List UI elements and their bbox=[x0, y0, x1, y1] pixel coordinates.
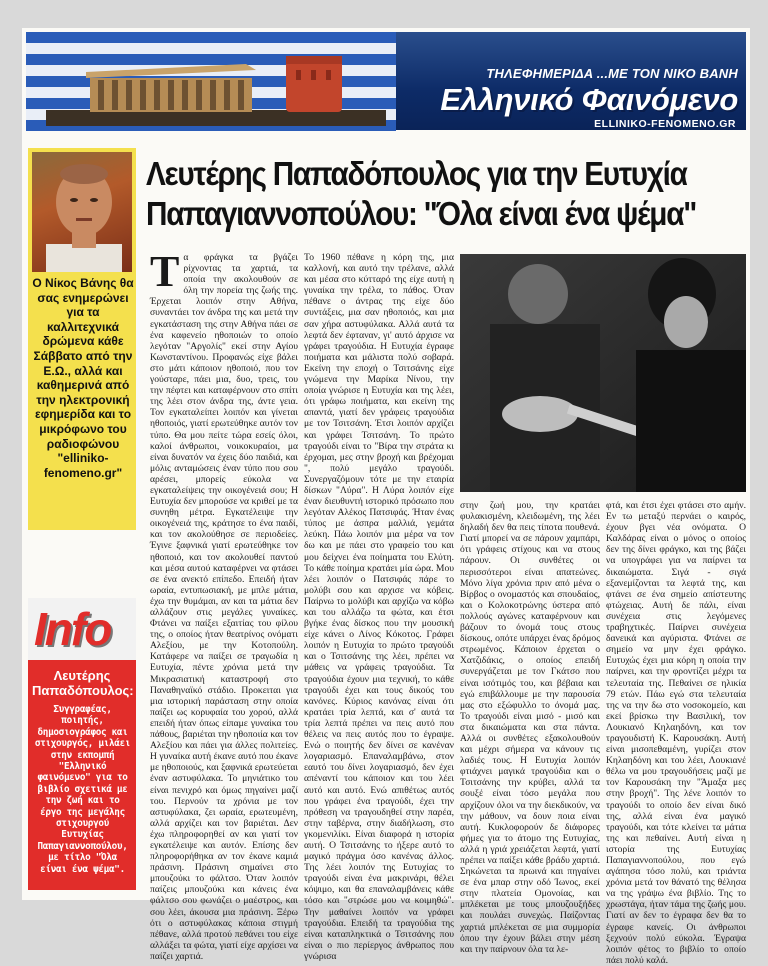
article-headline bbox=[146, 154, 697, 234]
article-column-1 bbox=[150, 247, 298, 962]
columnist-photo bbox=[32, 152, 132, 272]
masthead-banner bbox=[26, 32, 746, 130]
info-logo bbox=[28, 598, 136, 660]
info-panel bbox=[28, 598, 136, 890]
masthead-title: Ελληνικό Φαινόμενο bbox=[440, 82, 738, 117]
column-2-text: Το 1960 πέθανε η κόρη της, μια καλλονή, και αυτό την τρέλανε, αλλά και μέσα στο κύτταρό της είχε αυτή η γυναίκα την τρέλα, το πάθος. Όταν πέθανε ο άντρας της είχε δύο συντάξεις, μια σαν ηθοποιός, και μια σαν χήρα αστυφύλακα. Αλλά αυτά τα λεφτά δεν έφταναν, γι' αυτό άρχισε να γράφει τραγούδια. Η Ευτυχία έγραφε ποιήματα και μάλιστα πολύ σοβαρά. Εκείνη την εποχή ο Τσιτσάνης είχε γνώμενα την Μαρίκα Νίνου, την οποία γνώρισε η Ευτυχία και της λέει, ότι γράφω ποιήματα, και εκείνη της απαντά, γιατί δεν γράφεις τραγούδια με τον Τσιτσάνη. Έτσι λοιπόν αρχίζει και γράφει Τσιτσάνη. Το πρώτο τραγούδι είναι το "Βίρα την στράτα κι έρχομαι, μες στην βροχή και βρέχομαι ", πολύ μεγάλο τραγούδι. Συνεργαζόμουν τότε με την εταιρία δίσκων "Λύρα". Η Λύρα λοιπόν είχε έναν διευθυντή ιστορικό πρόσωπο που λεγόταν Αλέκος Πατσιφάς. Ήταν ένας τύπος με άσπρα μαλλιά, γεμάτα λεύκη. Πάω λοιπόν μια μέρα να τον δω και με πάει στο γραφείο του και μου δείχνει ένα ποίηματα του Ελύτη. Το κάθε ποίημα κρατάει μία ώρα. Μου λέει λοιπόν ο Πατσιφάς πάρε το μολύβι σου και αρχισε να κόβεις. Παίρνω το μολύβι και αρχίζω να κόβω και του αλλάζω τα φώτα, και έτσι βγήκε ένας δίσκος που την μουσική είχε κάνει ο Λίνος Κόκοτος. Γράφει λοιπόν η Ευτυχία το πρώτο τραγούδι και ο Τσιτσάνης της λέει, πρέπει να μάθεις να γράφεις τραγούδια. Τα τραγούδια έχουν μια τεχνική, το κάθε τραγούδι έχει και τους δικούς του κανόνες. Κύριος κανόνας είναι ότι κρατάει τρία λεπτά, και σ' αυτά τα τρία λεπτά πρέπει να πεις αυτό που θέλεις να πεις αυτός που το έγραψε. Ενώ ο ποιητής δεν δίνει σε κανέναν λογαριασμό. Επαναλαμβάνω, στον εαυτό του δίνει λογαριασμό, δεν έχει απέναντί του κάποιον και του λέει αυτό και αυτό. Ενώ απιθέτως αυτός που γράφει ένα τραγούδι, έχει την πρόθεση να τραγουδηθεί στην παρέα, στην ταβέρνα, στην διαδήλωση, στο γκομενιλίκι. Είναι διαφορά η ιστορία αυτή. Ο Τσιτσάνης το ήξερε αυτό το μαγικό πράγμα όσο κανένας άλλος. Της λέει λοιπόν της Ευτυχίας το τραγούδι είναι ένα μακρινάρι, θέλει κόψιμο, και θα επαναλαμβάνεις κάθε τόσο και "στρώσε μου να κοιμηθώ". Την μαθαίνει λοιπόν να γράφει τραγούδια. Επειδή τα τραγούδια της είναι καταπληκτικά ο Τσιτσάνης που είναι ο πιο περίεργος άνθρωπος που γνώρισα bbox=[304, 252, 454, 962]
headline-line-2: Παπαγιαννοπούλου: "Όλα είναι ένα ψέμα" bbox=[146, 195, 697, 232]
article-column-4 bbox=[606, 500, 746, 966]
acropolis-illustration bbox=[46, 50, 386, 126]
columnist-panel bbox=[28, 148, 136, 530]
drop-cap: Τ bbox=[150, 247, 180, 296]
info-title: Λευτέρης Παπαδόπουλος: bbox=[32, 668, 134, 698]
column-3-text: στην ζωή μου, την κρατάει φυλακισμένη, κλειδωμένη, της λέει δηλαδή δεν θα πεις τίποτα πουθενά. Γιατί μπορεί να σε πάρουν χαμπάρι, ότι γράφεις στίχους και να στους πάρουν. Οι συνθέτες οι περισσότεροι είναι απατεώνες. Μόνο λίγα χρόνια πριν από μένα ο Βίρβος ο ονομαστός και σπουδαίος, και ο Κολοκοτρώνης ύστερα από πολλούς αγώνες καταφέρνουν και βάζουν το όνομά τους στους δίσκους, οπότε υπάρχει ένας δρόμος στρωμένος. Κάποιον έρχεται ο Χατζιδάκις, ο οποίος επειδή συνεργάζεται με τον Γκάτσο που είναι ισότιμός του, και βέβαια και εγώ επιβάλλουμε με την παρουσία μας στο εξώφυλλο το όνομά μας. Το τραγούδι είναι μισό - μισό και στα δικαιώματα και στα πάντα. Αλλά οι συνθέτες εξακολουθούν και μέχρι σήμερα να κάνουν τις λαδιές τους. Η Ευτυχία λοιπόν φτιάχνει μαγικά τραγούδια και ο Τσιτσάνης την κρύβει, αλλά τα σουξέ είναι τόσο μεγάλα που αρχίζουν όλοι να την διεκδικούν, να την μάθουν, να δουν ποια είναι αυτή. Κυκλοφορούν δε διάφορες φήμες για το άτομο της Ευτυχίας, αλλά η γριά χρειάζεται λεφτά, γιατί πρέπει να παίξει κάθε βράδυ χαρτιά. Σηκώνεται τα πρωινά και πηγαίνει σε ένα μπαρ στην οδό Ίωνος, εκεί στην πλατεία Ομονοίας, και μπλέκεται με τους μπουζουξήδες και πουλάει συνεχώς. Παίζοντας χαρτιά μπλέκεται σε μια συμμορία όπου την έχουν βάλει στην μέση και την παίρνουν όλα τα λε- bbox=[460, 500, 600, 955]
column-4-text: φτά, και έτσι έχει φτάσει στο αμήν. Εν τω μεταξύ περνάει ο καιρός, έχουν βγει νέα ονόματα. Ο Καλδάρας είναι ο μόνος ο οποίος δεν της δίνει φράγκο, και της βάζει να υπογράφει για να παίρνει τα δικαιώματα. Σιγά - σιγά εξανεμίζονται τα λεφτά της, και φτάνει σε ένα σημείο απίστευτης φτώχειας. Αυτή δε πάλι, είναι συνέχεια στις λεγόμενες τραβηχτικές. Παίρνει συνέχεια δανεικά και αγύριστα. Φτάνει σε σημείο να μην έχει φράγκο. Ευτυχώς έχει μια κόρη η οποία την παίρνει, και την φροντίζει μέχρι τα τελευταία της. Πεθαίνει σε ηλικία 79 ετών. Πάω εγώ στα τελευταία της να την δω στο νοσοκομείο, και εκεί βρίσκω την Βασιλική, τον Λουκιανό Κηλαηδόνη, και τον τραγουδιστή Κ. Καρουσάκη. Αυτή είναι μισοπεθαμένη, γυρίζει στον Κηλαηδόνη και του λέει, Λουκιανέ θέλω να μου τραγουδήσεις μαζί με τον Καρουσάκη την "Άμαξα μες στην βροχή". Της λένε λοιπόν το τραγούδι το οποίο δεν είναι δικό της, αλλά είναι ένα μαγικό τραγούδι, και τότε κλείνει τα μάτια της και πεθαίνει. Αυτή είναι η ιστορία της Ευτυχίας Παπαγιαννοπούλου, που εγώ αγάπησα τόσο πολύ, και τριάντα χρόνια μετά τον θάνατό της θέλησα να της γράψω ένα βιβλίο. Της το χρωστάγα, ήταν τάμα της ζωής μου. Γιατί αν δεν το έγραφα δεν θα το έγραφε κανείς. Οι άνθρωποι ξεχνούν πολύ εύκολα. Έγραψα λοιπόν φέτος το βιβλίο το οποίο πάει πολύ καλά. bbox=[606, 500, 746, 966]
info-body: Συγγραφέας, ποιητής, δημοσιογράφος και στιχουργός, μιλάει στην εκπομπή "Ελληνικό φαινόμενο" για το βιβλίο σχετικά με την ζωή και το έργο της μεγάλης στιχουργού Ευτυχίας Παπαγιαννοπούλου, με τίτλο "Όλα είναι ένα ψέμα". bbox=[34, 704, 131, 875]
newspaper-page bbox=[22, 28, 750, 966]
column-1-text: α φράγκα τα βγάζει ρίχνοντας τα χαρτιά, τα οποία την ακολουθούν σε όλη την πορεία της ζωής της. Έρχεται λοιπόν στην Αθήνα, συναντάει τον άνδρα της και μετά την εγκατάσταση της στην Αθήνα πάει σε ένα καφενείο ηθοποιών το οποίο λεγόταν "Αργολίς" εκεί στην Αγίου Κωνσταντίνου. Προφανώς είχε βάλει στο μάτι κάποιον ηθοποιό, που τον γούσταρε, πάει μια, δυο, τρεις, του την πέφτει και καταφέρνουν στο σπίτι της λέει στον άνδρα της, άντε γεια. Τον εγκαταλείπει λοιπόν και γίνεται ηθοποιός, γιατί ερωτεύθηκε αυτόν τον τύπο. Θα μου πείτε τώρα εσείς όλοι, καλοί άνθρωποι, νοικοκυραίοι, μα είναι δυνατόν να έχεις δύο παιδιά, και μόλις ανταμώσεις έναν τύπο που σου αρέσει, μπορείς εύκολα να εγκαταλείψεις την οικογένειά σου; Η Ευτυχία δεν μπορούσε να κριθεί με τα συνηθη μέτρα. Εγκατέλειψε την οικογένειά της, κράτησε το ένα παιδί, και τον ακολούθησε σε περιοδείες. Έγινε ξαφνικά γιατί ερωτεύθηκε τον ηθοποιό, και τον ακολουθεί παντού και μέσα αυτού καταφέρνει να φτάσει σε ένα ανεκτό επίπεδο. Επειδή ήταν ωραία, εντυπωσιακή, με μπλε μάτια, έχω την θυμάμαι, αν και τα μάτια δεν αλλάζουν στις μεγάλες γυναίκες. Φτάνει να παίξει εξαιτίας του φίλου της, ο οποίος ήταν θεατρίνος ονόματι Αλεξίου, με την Κοτοπούλη. Κατάφερε να παίξει σε τραγωδία η Ευτυχία, πέντε χρόνια μετά την Μικρασιατική καταστροφή στο Παναθηναϊκό στάδιο. Προκειται για μια ιστορική παράσταση στην οποία παίζει ως κορυφαία του χορού, αλλά επειδή ήταν όπως είπαμε γυναίκα του πάθους, βαριέται την ηθοποιία και τον Αλεξίου και πάει για άλλες πολιτείες. Η γυναίκα αυτή έκανε αυτό που έκανε με ηθοποιούς, και ξαφνικά ερωτεύεται έναν αστυφύλακα. Το μηνιάτικο του είναι πενιχρό και όμως πηγαίνει μαζί του. Περνούν τα χρόνια με τον αστυφύλακα, ζει ωραία, ερωτευμένη, αλλά αρχίζει και τον βαριέται. Δεν έχω πληροφορηθεί αν και γιατί τον εγκατέλειψε και αυτόν. Επίσης δεν πληροφορήθηκα αν τον έκανε καμιά πράσινη. Πράσινη σημαίνει στο μπουζούκι το φάλτσο. Όταν λοιπόν παίζεις μπουζούκι και κάνεις ένα φάλτσο σου φωνάζει ο μαέστρος, και σου λέει, άκουσα μια πράσινη. Ξέρω ότι ο αστυφύλακας κάποια στιγμή πέθανε, αλλά προτού πεθάνει του είχε αλλάξει τα φώτα, γιατί είχε αρχίσει να παίζει χαρτιά. bbox=[150, 252, 298, 962]
tagline: ΤΗΛΕΦΗΜΕΡΙΔΑ ...ΜΕ ΤΟΝ ΝΙΚΟ ΒΑΝΗ bbox=[486, 66, 738, 81]
article-column-2 bbox=[304, 252, 454, 962]
info-logo-text: Info bbox=[34, 603, 111, 655]
archive-photo bbox=[460, 254, 746, 492]
headline-line-1: Λευτέρης Παπαδόπουλος για την Ευτυχία bbox=[146, 155, 687, 192]
article-column-3 bbox=[460, 500, 600, 955]
masthead-url: ELLINIKO-FENOMENO.GR bbox=[594, 118, 736, 130]
columnist-blurb: Ο Νίκος Βάνης θα σας ενημερώνει για τα καλλιτεχνικά δρώμενα κάθε Σάββατο από την Ε.Ω., αλλά και καθημερινά από την ηλεκτρονική εφημερίδα και το μικρόφωνο του ραδιοφώνου "elliniko-fenomeno.gr" bbox=[32, 276, 134, 480]
